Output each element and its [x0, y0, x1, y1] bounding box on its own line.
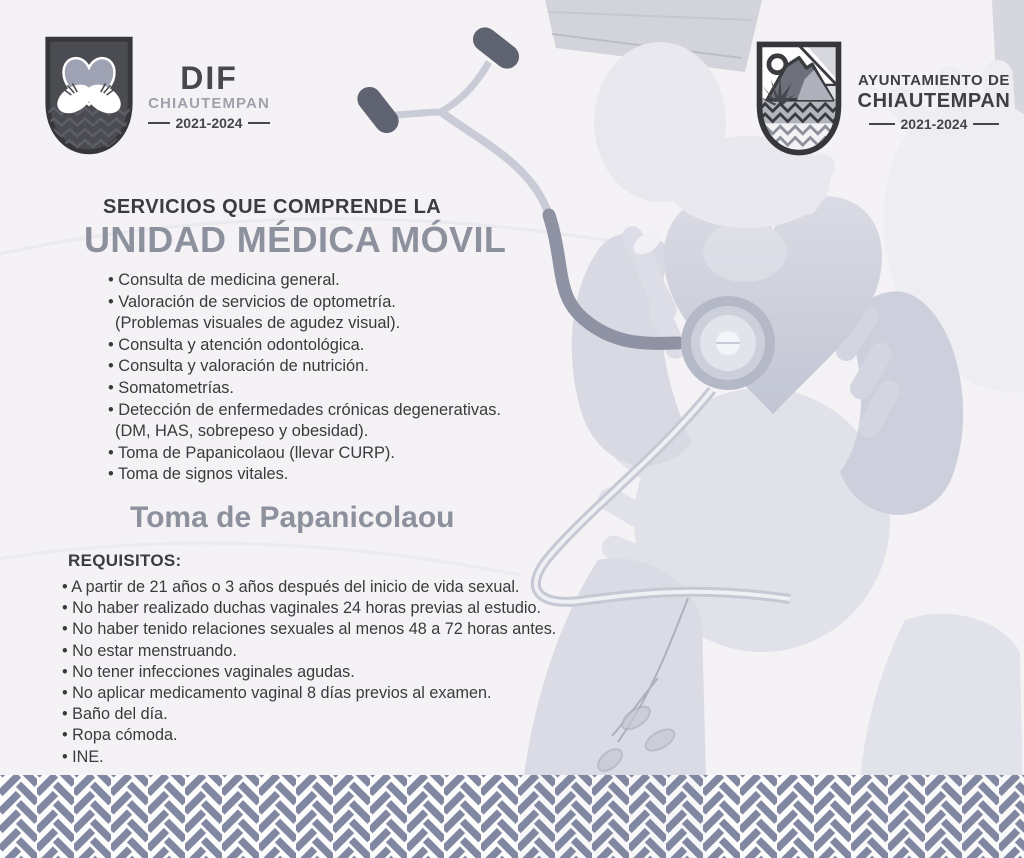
flyer-content: [60, 196, 580, 768]
requirement-item: • No haber realizado duchas vaginales 24 horas previas al estudio.: [62, 598, 580, 619]
service-item: • Detección de enfermedades crónicas degenerativas. (DM, HAS, sobrepeso y obesidad).: [108, 400, 580, 443]
requirements-label: REQUISITOS:: [68, 550, 182, 570]
service-item: • Consulta de medicina general.: [108, 270, 580, 292]
dif-shield-icon: [40, 36, 138, 156]
dif-logo: [40, 36, 276, 156]
service-item: • Somatometrías.: [108, 378, 580, 400]
ayuntamiento-line: AYUNTAMIENTO DE: [857, 72, 1011, 89]
page-title: UNIDAD MÉDICA MÓVIL: [84, 219, 507, 260]
service-note: (DM, HAS, sobrepeso y obesidad).: [115, 422, 369, 441]
service-item: • Toma de signos vitales.: [108, 464, 580, 486]
ayuntamiento-logo: [752, 40, 1020, 158]
title-kicker: SERVICIOS QUE COMPRENDE LA: [103, 196, 442, 218]
ayuntamiento-city: CHIAUTEMPAN: [857, 90, 1011, 112]
earpiece-icon: [353, 82, 404, 138]
requirement-item: • No tener infecciones vaginales agudas.: [62, 662, 580, 683]
requirements-list: [62, 577, 580, 768]
dash-line: [248, 122, 270, 125]
services-list: [108, 270, 580, 486]
service-item: • Valoración de servicios de optometría. (Problemas visuales de agudez visual).: [108, 292, 580, 335]
earpiece-icon: [468, 23, 524, 74]
ayuntamiento-logo-text: [848, 72, 1020, 158]
requirement-item: • Ropa cómoda.: [62, 725, 580, 746]
dash-line: [973, 123, 999, 126]
dif-name: DIF: [180, 60, 238, 96]
herringbone-pattern-band: [0, 775, 1024, 858]
dash-line: [869, 123, 895, 126]
dif-logo-text: [142, 62, 276, 156]
requirement-item: • INE.: [62, 747, 580, 768]
heart-shape: [664, 196, 882, 414]
ayuntamiento-period: 2021-2024: [848, 116, 1020, 132]
dash-line: [148, 122, 170, 125]
service-item: • Toma de Papanicolaou (llevar CURP).: [108, 443, 580, 465]
requirement-item: • Baño del día.: [62, 704, 580, 725]
requirement-item: • A partir de 21 años o 3 años después del inicio de vida sexual.: [62, 577, 580, 598]
chest-piece-icon: [681, 296, 775, 390]
service-item: • Consulta y valoración de nutrición.: [108, 356, 580, 378]
service-note: (Problemas visuales de agudez visual).: [115, 314, 401, 333]
requirement-item: • No aplicar medicamento vaginal 8 días previos al examen.: [62, 683, 580, 704]
dif-city: CHIAUTEMPAN: [148, 95, 270, 112]
dif-period: 2021-2024: [142, 115, 276, 131]
section-heading: Toma de Papanicolaou: [130, 500, 455, 534]
requirement-item: • No estar menstruando.: [62, 641, 580, 662]
service-item: • Consulta y atención odontológica.: [108, 335, 580, 357]
ayuntamiento-shield-icon: [752, 40, 846, 158]
requirement-item: • No haber tenido relaciones sexuales al menos 48 a 72 horas antes.: [62, 619, 580, 640]
